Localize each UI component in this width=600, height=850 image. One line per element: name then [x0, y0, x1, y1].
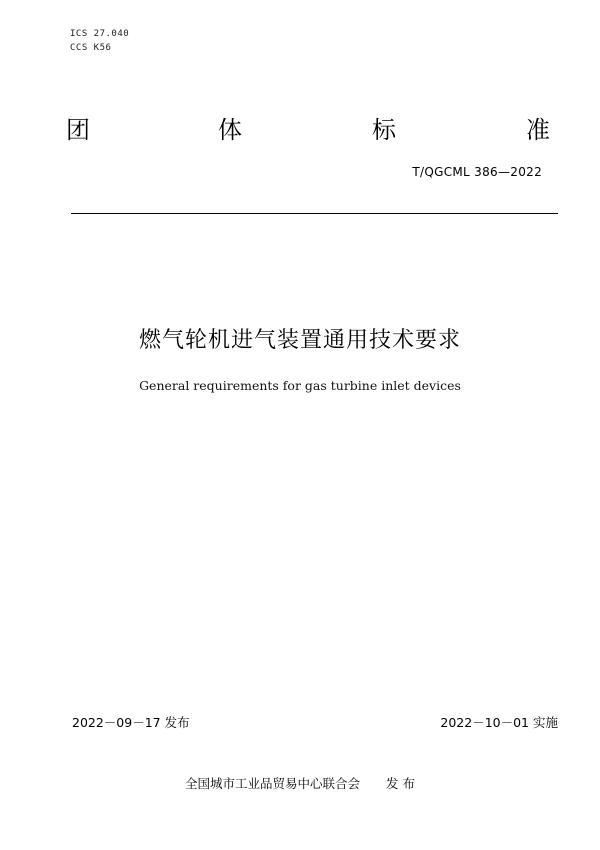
publish-date: 2022－09－17 发布 — [72, 715, 190, 730]
standard-number: T/QGCML 386—2022 — [412, 165, 542, 179]
ccs-code: CCS K56 — [70, 43, 112, 53]
document-type-char: 标 — [372, 116, 396, 144]
document-type-title — [66, 114, 554, 150]
implement-date: 2022－10－01 实施 — [440, 715, 558, 730]
publish-label: 发 布 — [386, 776, 415, 791]
header-divider — [71, 213, 558, 214]
publisher-name: 全国城市工业品贸易中心联合会 — [185, 776, 361, 791]
document-type-char: 体 — [218, 116, 242, 144]
document-title-en: General requirements for gas turbine inlet devices — [139, 378, 461, 393]
document-title-cn: 燃气轮机进气装置通用技术要求 — [138, 328, 461, 353]
publisher-line — [0, 776, 600, 792]
document-type-char: 团 — [66, 116, 90, 144]
document-type-char: 准 — [526, 116, 550, 144]
ics-code: ICS 27.040 — [70, 29, 130, 39]
